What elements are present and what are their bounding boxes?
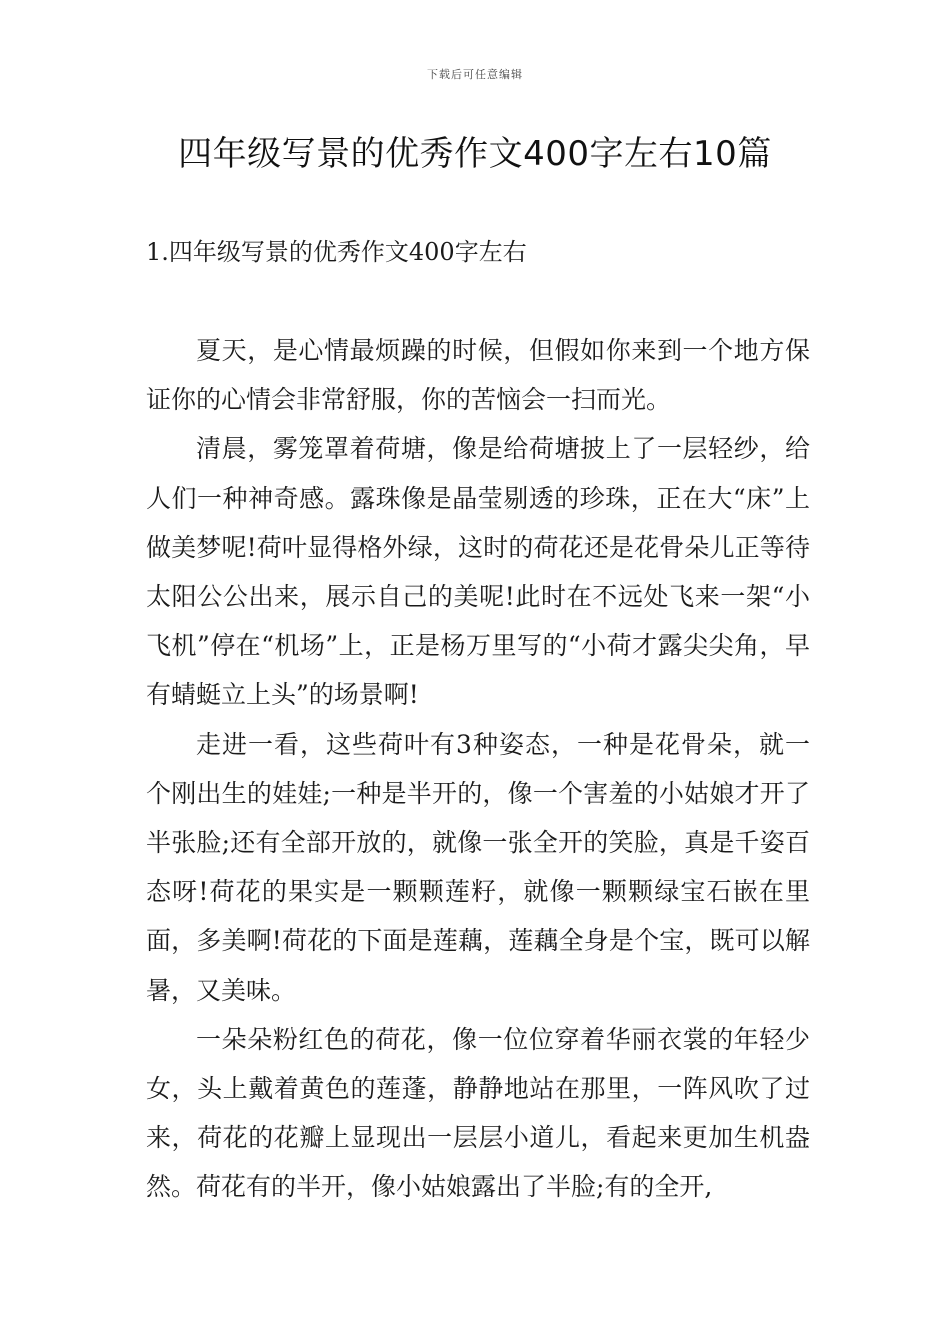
paragraph: 清晨，雾笼罩着荷塘，像是给荷塘披上了一层轻纱，给人们一种神奇感。露珠像是晶莹剔透的珍珠，正在大“床”上做美梦呢!荷叶显得格外绿，这时的荷花还是花骨朵儿正等待太阳公公出来，展示自己的美呢!此时在不远处飞来一架“小飞机”停在“机场”上，正是杨万里写的“小荷才露尖尖角，早有蜻蜓立上头”的场景啊!	[146, 434, 810, 710]
header-note: 下载后可任意编辑	[427, 68, 523, 81]
paragraph: 一朵朵粉红色的荷花，像一位位穿着华丽衣裳的年轻少女，头上戴着黄色的莲蓬，静静地站在那里，一阵风吹了过来，荷花的花瓣上显现出一层层小道儿，看起来更加生机盎然。荷花有的半开，像小姑娘露出了半脸;有的全开,	[146, 1024, 810, 1202]
paragraph: 走进一看，这些荷叶有3种姿态，一种是花骨朵，就一个刚出生的娃娃;一种是半开的，像一个害羞的小姑娘才开了半张脸;还有全部开放的，就像一张全开的笑脸，真是千姿百态呀!荷花的果实是一颗颗莲籽，就像一颗颗绿宝石嵌在里面，多美啊!荷花的下面是莲藕，莲藕全身是个宝，既可以解暑，又美味。	[146, 729, 810, 1005]
section-heading: 1.四年级写景的优秀作文400字左右	[146, 238, 527, 266]
article-body	[146, 326, 810, 1212]
page-title: 四年级写景的优秀作文400字左右10篇	[178, 134, 772, 174]
paragraph: 夏天，是心情最烦躁的时候，但假如你来到一个地方保证你的心情会非常舒服，你的苦恼会一扫而光。	[146, 336, 810, 415]
